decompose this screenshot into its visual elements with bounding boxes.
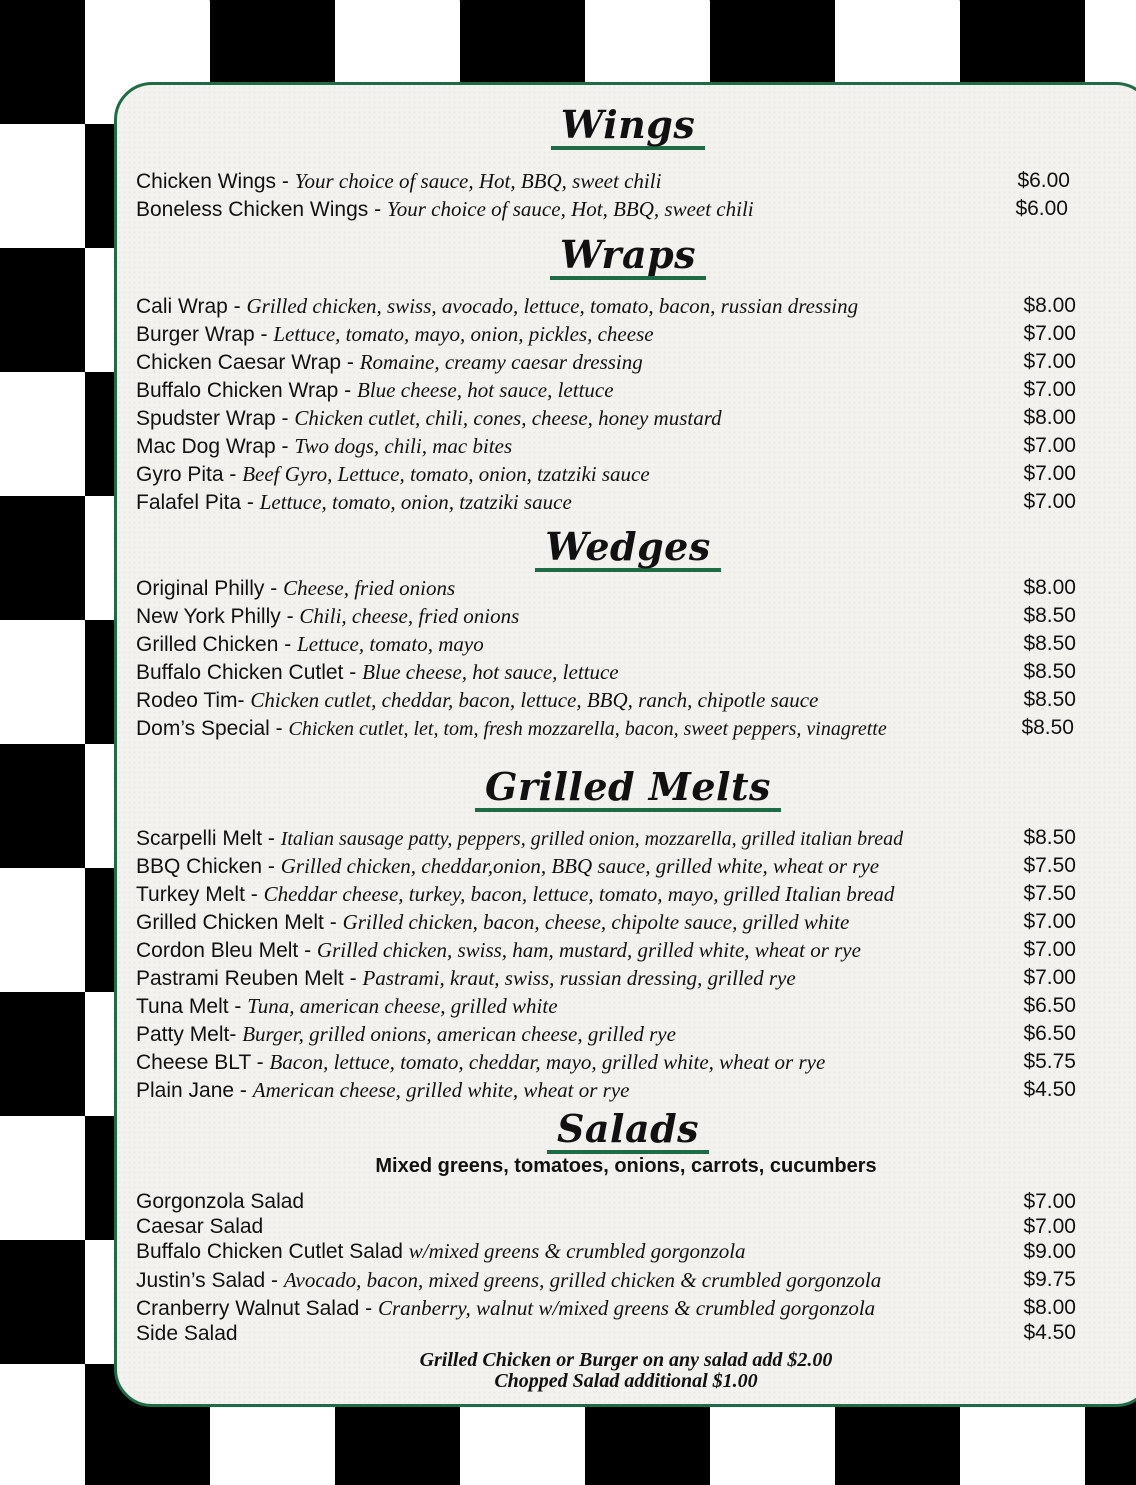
menu-item-price: $8.50 <box>1023 688 1076 711</box>
menu-item-price: $9.00 <box>1023 1240 1076 1263</box>
menu-item-price: $7.00 <box>1023 350 1076 373</box>
menu-item: Gorgonzola Salad $7.00 <box>136 1190 1076 1213</box>
menu-item-price: $7.00 <box>1023 1190 1076 1213</box>
menu-item: BBQ Chicken - Grilled chicken, cheddar,onion, BBQ sauce, grilled white, wheat or rye $7.50 <box>136 854 1076 878</box>
menu-item: Burger Wrap - Lettuce, tomato, mayo, onion, pickles, cheese $7.00 <box>136 322 1076 346</box>
menu-item-price: $8.00 <box>1023 406 1076 429</box>
menu-item-price: $7.00 <box>1023 434 1076 457</box>
menu-item-price: $8.50 <box>1021 716 1074 739</box>
menu-item-price: $8.50 <box>1023 632 1076 655</box>
menu-item: Scarpelli Melt - Italian sausage patty, peppers, grilled onion, mozzarella, grilled italian bread $8.50 <box>136 826 1076 850</box>
menu-item: Dom’s Special - Chicken cutlet, let, tom, fresh mozzarella, bacon, sweet peppers, vinagrette $8.50 <box>136 716 1074 740</box>
menu-item-price: $6.00 <box>1015 197 1068 220</box>
menu-item: Grilled Chicken Melt - Grilled chicken, bacon, cheese, chipolte sauce, grilled white $7.00 <box>136 910 1076 934</box>
menu-item: Rodeo Tim- Chicken cutlet, cheddar, bacon, lettuce, BBQ, ranch, chipotle sauce $8.50 <box>136 688 1076 712</box>
menu-item: Cordon Bleu Melt - Grilled chicken, swiss, ham, mustard, grilled white, wheat or rye $7.00 <box>136 938 1076 962</box>
menu-item: Justin’s Salad - Avocado, bacon, mixed greens, grilled chicken & crumbled gorgonzola $9.75 <box>136 1268 1076 1292</box>
menu-item-price: $6.50 <box>1023 1022 1076 1045</box>
menu-item-price: $7.00 <box>1023 1215 1076 1238</box>
menu-item: New York Philly - Chili, cheese, fried onions $8.50 <box>136 604 1076 628</box>
section-title-wedges: Wedges <box>0 524 1136 572</box>
menu-item: Pastrami Reuben Melt - Pastrami, kraut, swiss, russian dressing, grilled rye $7.00 <box>136 966 1076 990</box>
menu-item: Plain Jane - American cheese, grilled white, wheat or rye $4.50 <box>136 1078 1076 1102</box>
section-title-wraps: Wraps <box>0 232 1136 280</box>
menu-item-price: $7.00 <box>1023 462 1076 485</box>
menu-item: Cranberry Walnut Salad - Cranberry, walnut w/mixed greens & crumbled gorgonzola $8.00 <box>136 1296 1076 1320</box>
menu-item: Cheese BLT - Bacon, lettuce, tomato, cheddar, mayo, grilled white, wheat or rye $5.75 <box>136 1050 1076 1074</box>
menu-item-price: $7.00 <box>1023 966 1076 989</box>
menu-item-price: $8.50 <box>1023 826 1076 849</box>
menu-item-price: $5.75 <box>1023 1050 1076 1073</box>
menu-item: Mac Dog Wrap - Two dogs, chili, mac bites $7.00 <box>136 434 1076 458</box>
salad-note-chopped: Chopped Salad additional $1.00 <box>494 1370 758 1392</box>
menu-item: Gyro Pita - Beef Gyro, Lettuce, tomato, onion, tzatziki sauce $7.00 <box>136 462 1076 486</box>
menu-item: Buffalo Chicken Cutlet Salad w/mixed greens & crumbled gorgonzola $9.00 <box>136 1239 1076 1263</box>
section-title-grilled-melts: Grilled Melts <box>0 764 1136 812</box>
menu-item-price: $9.75 <box>1023 1268 1076 1291</box>
menu-item-price: $7.00 <box>1023 322 1076 345</box>
menu-item-price: $7.50 <box>1023 854 1076 877</box>
salad-note-add-protein: Grilled Chicken or Burger on any salad add $2.00 <box>419 1349 833 1371</box>
section-title-wings: Wings <box>0 102 1136 150</box>
menu-item-price: $7.00 <box>1023 490 1076 513</box>
menu-item-price: $8.50 <box>1023 604 1076 627</box>
menu-item: Tuna Melt - Tuna, american cheese, grilled white $6.50 <box>136 994 1076 1018</box>
menu-item-price: $8.00 <box>1023 1296 1076 1319</box>
menu-item: Buffalo Chicken Cutlet - Blue cheese, hot sauce, lettuce $8.50 <box>136 660 1076 684</box>
menu-item: Grilled Chicken - Lettuce, tomato, mayo $8.50 <box>136 632 1076 656</box>
menu-item-price: $7.00 <box>1023 910 1076 933</box>
menu-item: Original Philly - Cheese, fried onions $8.00 <box>136 576 1076 600</box>
menu-item: Patty Melt- Burger, grilled onions, american cheese, grilled rye $6.50 <box>136 1022 1076 1046</box>
menu-item: Turkey Melt - Cheddar cheese, turkey, bacon, lettuce, tomato, mayo, grilled Italian bread $7.50 <box>136 882 1076 906</box>
section-title-salads: Salads <box>0 1106 1136 1154</box>
menu-item: Chicken Caesar Wrap - Romaine, creamy caesar dressing $7.00 <box>136 350 1076 374</box>
menu-item: Boneless Chicken Wings - Your choice of sauce, Hot, BBQ, sweet chili $6.00 <box>136 197 1068 221</box>
menu-item: Caesar Salad $7.00 <box>136 1215 1076 1238</box>
menu-item-price: $7.00 <box>1023 378 1076 401</box>
menu-item-price: $4.50 <box>1023 1321 1076 1344</box>
menu-item-price: $6.00 <box>1017 169 1070 192</box>
menu-item-price: $6.50 <box>1023 994 1076 1017</box>
menu-item-price: $8.50 <box>1023 660 1076 683</box>
menu-item: Falafel Pita - Lettuce, tomato, onion, tzatziki sauce $7.00 <box>136 490 1076 514</box>
menu-item-price: $8.00 <box>1023 576 1076 599</box>
menu-item-price: $8.00 <box>1023 294 1076 317</box>
menu-item-price: $7.50 <box>1023 882 1076 905</box>
menu-item: Chicken Wings - Your choice of sauce, Hot, BBQ, sweet chili $6.00 <box>136 169 1070 193</box>
menu-item-price: $4.50 <box>1023 1078 1076 1101</box>
menu-item-price: $7.00 <box>1023 938 1076 961</box>
menu-item: Cali Wrap - Grilled chicken, swiss, avocado, lettuce, tomato, bacon, russian dressing $8.00 <box>136 294 1076 318</box>
salads-subtitle: Mixed greens, tomatoes, onions, carrots, cucumbers <box>375 1155 877 1177</box>
menu-item: Spudster Wrap - Chicken cutlet, chili, cones, cheese, honey mustard $8.00 <box>136 406 1076 430</box>
menu-item: Buffalo Chicken Wrap - Blue cheese, hot sauce, lettuce $7.00 <box>136 378 1076 402</box>
menu-item: Side Salad $4.50 <box>136 1321 1076 1345</box>
